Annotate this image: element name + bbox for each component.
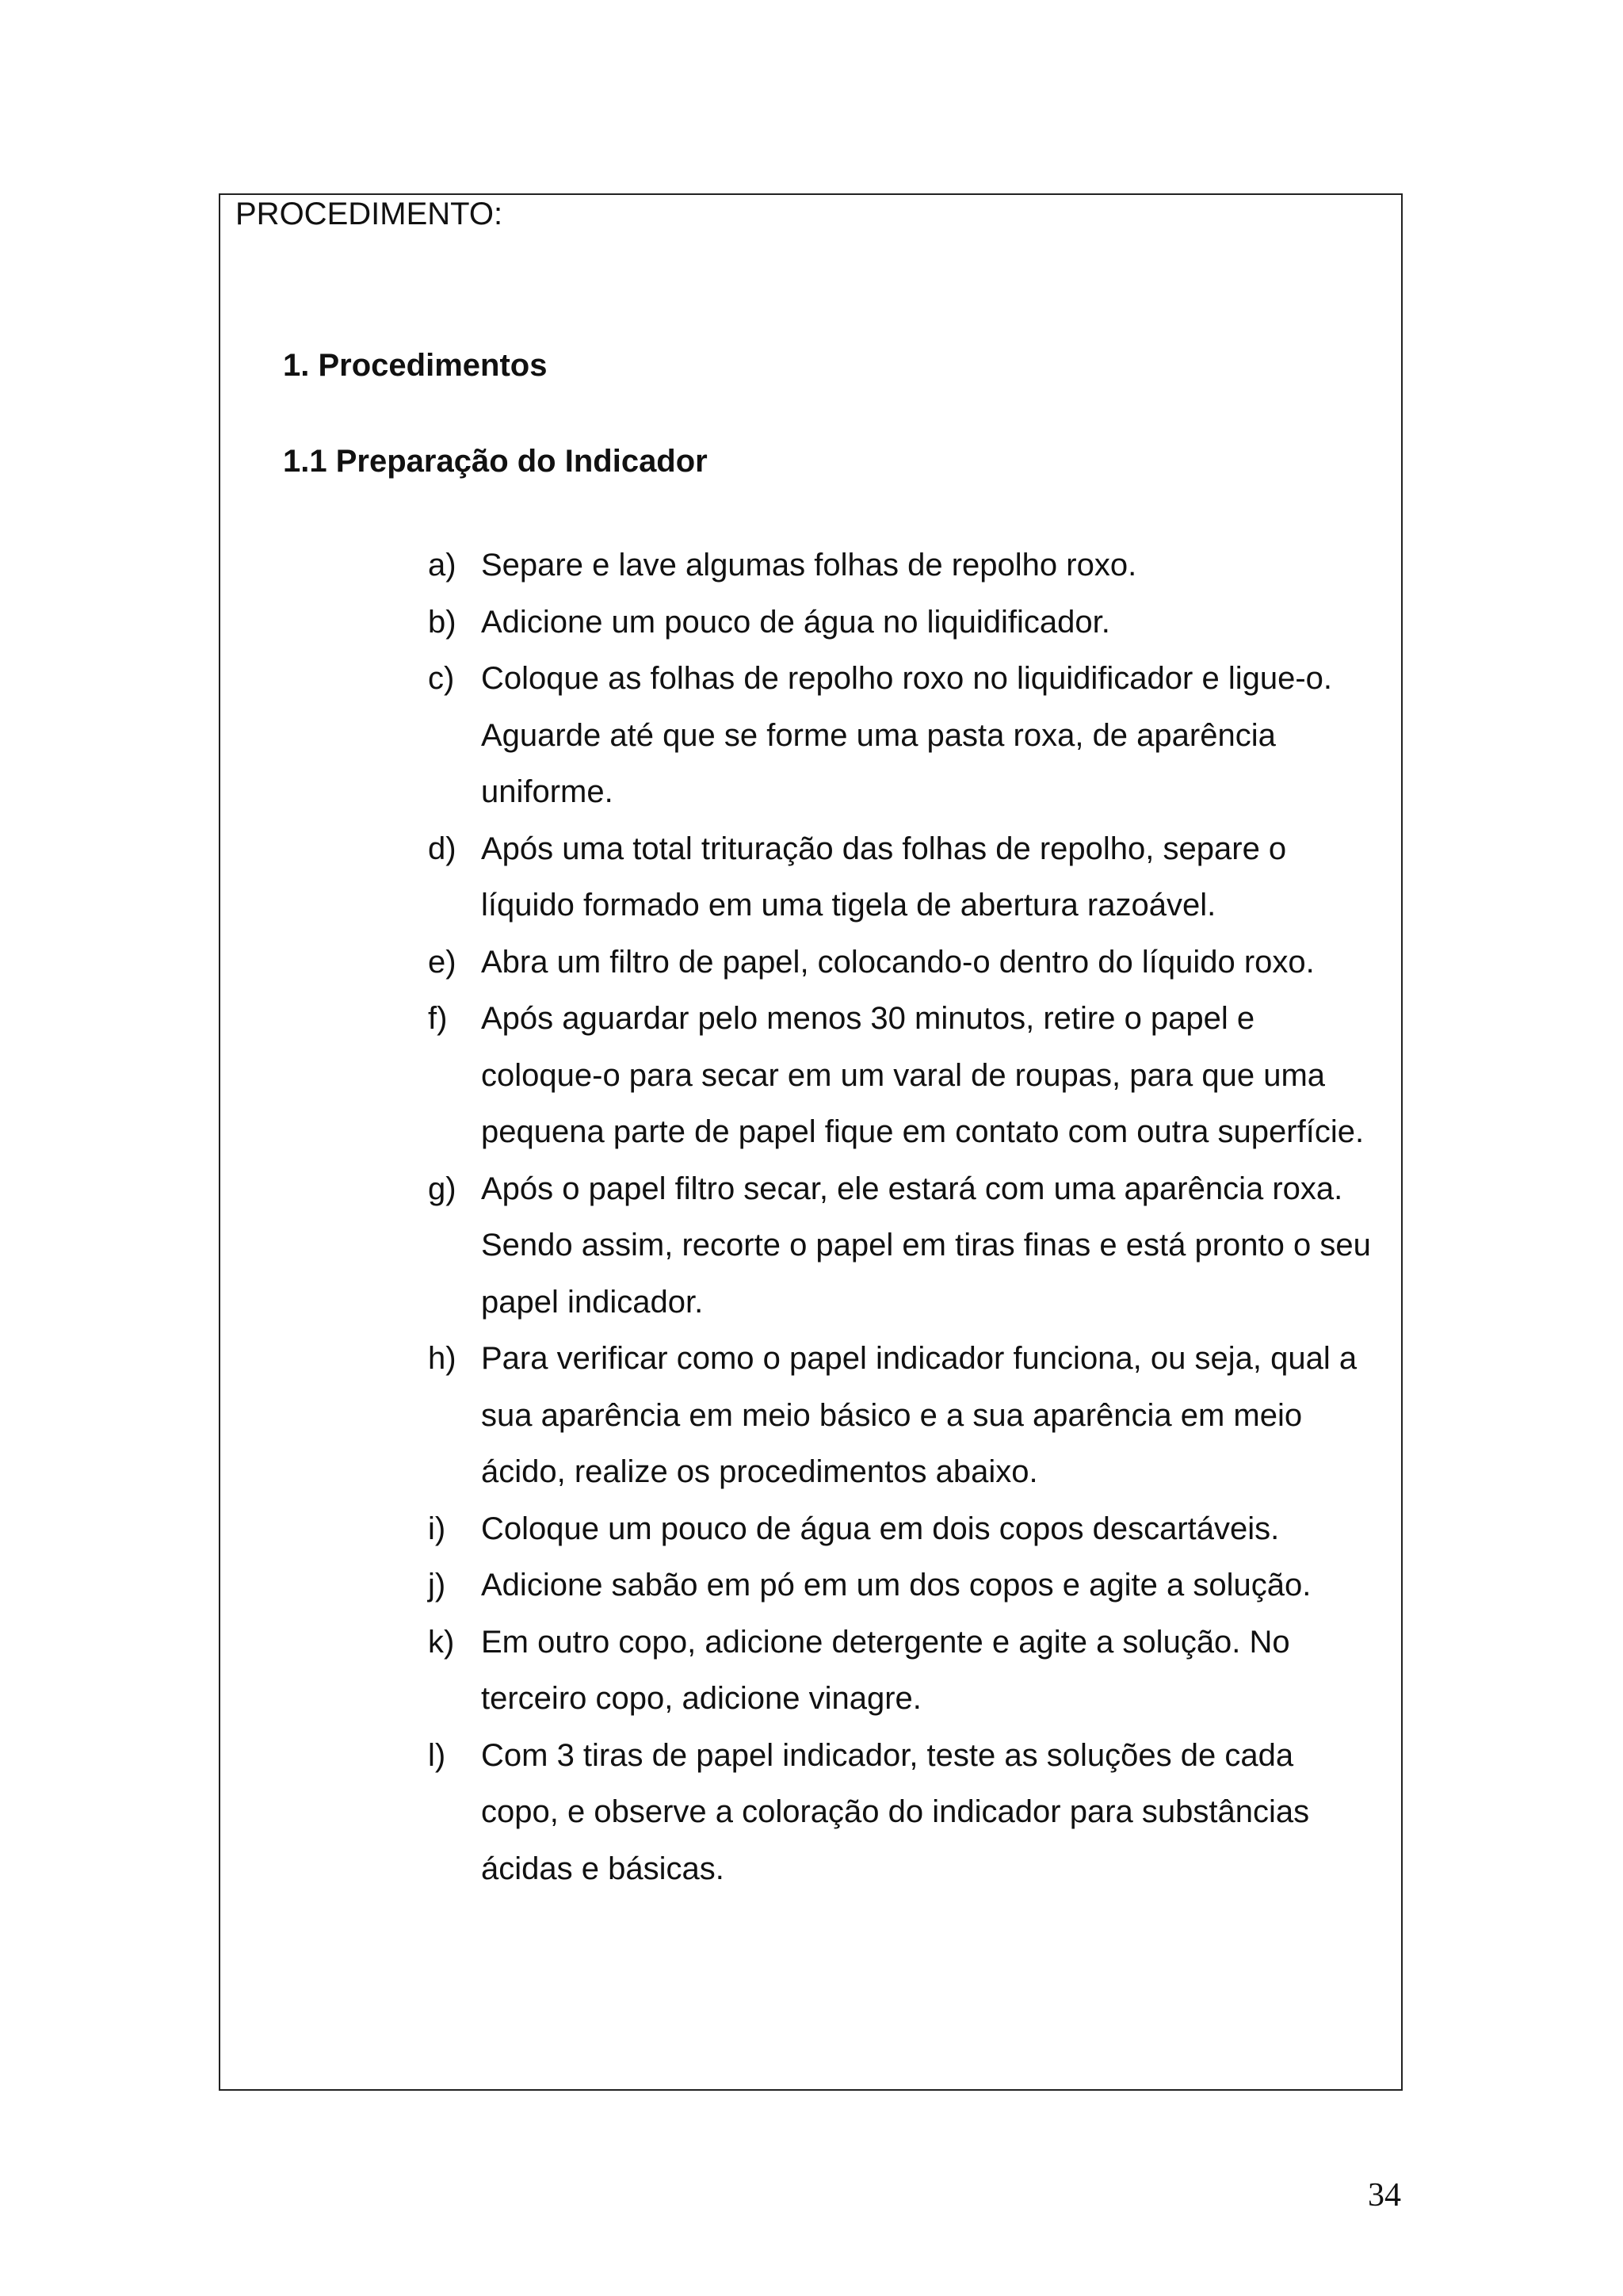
step-marker: j) [428,1568,446,1603]
step-text: Para verificar como o papel indicador funciona, ou seja, qual a sua aparência em meio básico e a sua aparência em meio ácido, realize os procedimentos abaixo. [481,1341,1358,1489]
step-marker: f) [428,1001,448,1036]
procedure-step [428,594,1395,651]
step-text: Adicione um pouco de água no liquidificador. [481,604,1110,640]
procedure-step [428,1557,1395,1614]
step-text: Separe e lave algumas folhas de repolho roxo. [481,548,1137,583]
procedure-step [428,537,1395,594]
page-number: 34 [1368,2177,1401,2214]
procedure-steps-list [428,537,1395,1897]
step-marker: d) [428,831,456,866]
procedure-step [428,1501,1395,1558]
step-text: Coloque as folhas de repolho roxo no liquidificador e ligue-o. Aguarde até que se forme uma pasta roxa, de aparência uniforme. [481,661,1333,809]
step-text: Adicione sabão em pó em um dos copos e agite a solução. [481,1568,1312,1603]
procedure-step [428,651,1395,821]
step-text: Em outro copo, adicione detergente e agite a solução. No terceiro copo, adicione vinagre. [481,1624,1290,1716]
step-marker: l) [428,1737,446,1773]
step-marker: k) [428,1624,455,1660]
step-text: Após aguardar pelo menos 30 minutos, retire o papel e coloque-o para secar em um varal de roupas, para que uma pequena parte de papel fique em contato com outra superfície. [481,1001,1365,1149]
step-text: Após uma total trituração das folhas de repolho, separe o líquido formado em uma tigela de abertura razoável. [481,831,1287,923]
subsection-heading: 1.1 Preparação do Indicador [283,444,708,479]
step-marker: c) [428,661,455,696]
step-marker: e) [428,944,456,980]
procedure-step [428,1614,1395,1728]
procedure-step [428,991,1395,1161]
step-text: Após o papel filtro secar, ele estará com uma aparência roxa. Sendo assim, recorte o papel em tiras finas e está pronto o seu papel indicador. [481,1171,1371,1320]
step-marker: i) [428,1511,446,1546]
step-text: Com 3 tiras de papel indicador, teste as soluções de cada copo, e observe a coloração do indicador para substâncias ácidas e básicas. [481,1737,1310,1886]
step-marker: g) [428,1171,456,1206]
procedure-step [428,934,1395,991]
step-marker: a) [428,548,456,583]
section-heading: 1. Procedimentos [283,348,548,383]
procedure-box-label: PROCEDIMENTO: [235,197,503,231]
procedure-step [428,1161,1395,1331]
step-marker: h) [428,1341,456,1376]
step-text: Coloque um pouco de água em dois copos descartáveis. [481,1511,1280,1546]
procedure-step [428,1728,1395,1898]
procedure-step [428,821,1395,934]
step-text: Abra um filtro de papel, colocando-o dentro do líquido roxo. [481,944,1315,980]
procedure-step [428,1331,1395,1501]
step-marker: b) [428,604,456,640]
